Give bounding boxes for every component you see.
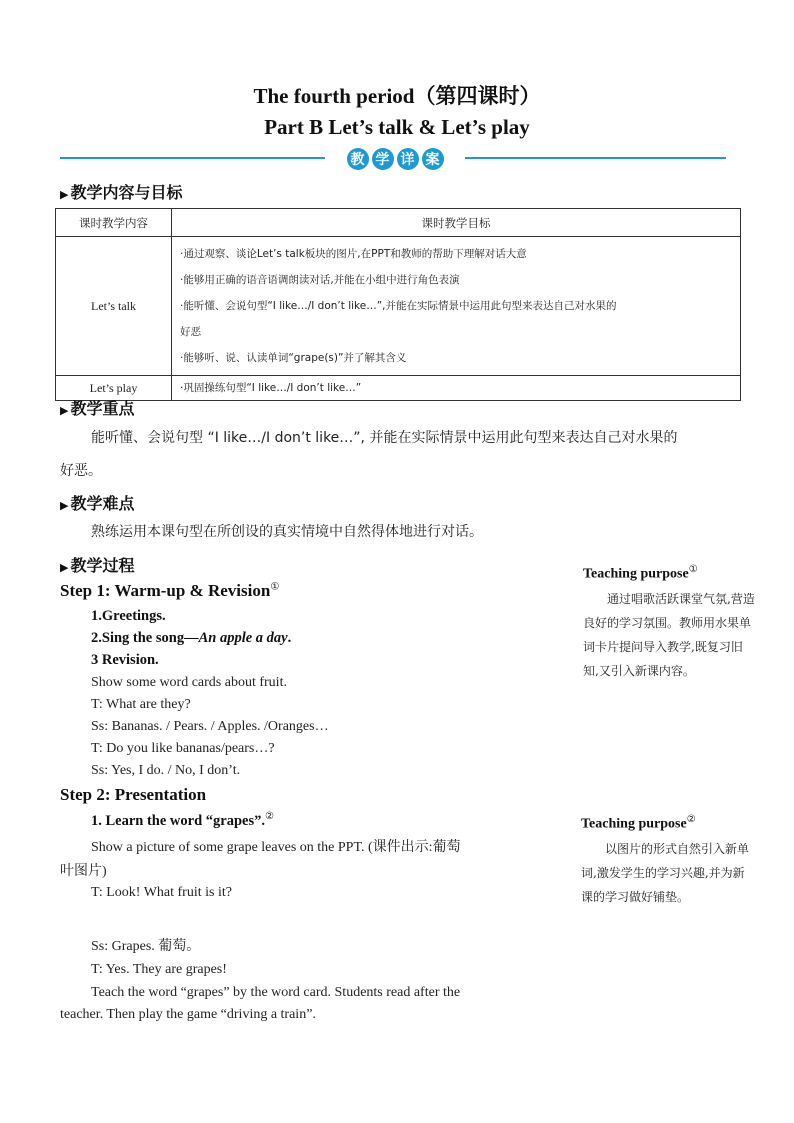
goal-item: 好恶 [180, 326, 201, 338]
table-cell-content: Let’s play [56, 376, 172, 401]
banner-char: 教 [347, 148, 369, 170]
table-row [56, 237, 741, 376]
teaching-purpose-title: Teaching purpose② [581, 814, 696, 832]
objectives-table [55, 208, 741, 401]
step2-look: T: Look! What fruit is it? [91, 885, 232, 900]
key-points-text-cont: 好恶。 [60, 463, 102, 479]
step2-learn: 1. Learn the word “grapes”.② [91, 811, 274, 829]
difficulties-text: 熟练运用本课句型在所创设的真实情境中自然得体地进行对话。 [91, 524, 483, 540]
page-title: The fourth period（第四课时） [253, 84, 541, 108]
table-header-row [56, 209, 741, 237]
teaching-purpose-text: 通过唱歌活跃课堂气氛,营造良好的学习氛围。教师用水果单词卡片提问导入教学,既复习旧知,又引入新课内容。 [583, 591, 755, 678]
table-row [56, 376, 741, 401]
goal-item: ·通过观察、谈论Let’s talk板块的图片,在PPT和教师的帮助下理解对话大意 [180, 248, 527, 260]
triangle-bullet-icon: ▶ [60, 404, 69, 417]
banner-char: 案 [422, 148, 444, 170]
step1-greetings: 1.Greetings. [91, 608, 166, 624]
teaching-purpose-note-2 [581, 814, 756, 909]
step1-line: T: What are they? [91, 697, 191, 712]
triangle-bullet-icon: ▶ [60, 561, 69, 574]
table-cell-goals [172, 376, 741, 401]
section-heading-objectives: ▶ 教学内容与目标 [60, 183, 183, 202]
footnote-mark: ① [270, 581, 280, 593]
teaching-purpose-note-1 [583, 564, 758, 683]
footnote-mark: ② [265, 811, 274, 822]
goal-item: ·能够听、说、认读单词“grape(s)”并了解其含义 [180, 352, 407, 364]
goal-item: ·能听懂、会说句型“I like…/I don’t like…”,并能在实际情景中运用此句型来表达自己对水果的 [180, 300, 617, 312]
step1-line: T: Do you like bananas/pears…? [91, 741, 275, 756]
step2-teach-line-cont: teacher. Then play the game “driving a train”. [60, 1007, 316, 1022]
step1-line: Show some word cards about fruit. [91, 675, 287, 690]
teaching-purpose-text: 以图片的形式自然引入新单词,激发学生的学习兴趣,并为新课的学习做好铺垫。 [581, 841, 750, 904]
section-heading-difficulties: ▶ 教学难点 [60, 494, 135, 513]
banner-char: 学 [372, 148, 394, 170]
table-header-content: 课时教学内容 [56, 209, 172, 237]
step2-show-line: Show a picture of some grape leaves on the PPT. (课件出示:葡萄 [91, 840, 461, 855]
step2-yes: T: Yes. They are grapes! [91, 962, 227, 977]
section-heading-process: ▶ 教学过程 [60, 556, 135, 575]
table-cell-goals [172, 237, 741, 376]
key-points-text: 能听懂、会说句型 “I like…/I don’t like…”, 并能在实际情景中运用此句型来表达自己对水果的 [91, 430, 678, 446]
triangle-bullet-icon: ▶ [60, 499, 69, 512]
section-heading-key-points: ▶ 教学重点 [60, 399, 135, 418]
step2-teach-line: Teach the word “grapes” by the word card. Students read after the [91, 985, 461, 1000]
step1-line: Ss: Bananas. / Pears. / Apples. /Oranges… [91, 719, 329, 734]
step1-revision: 3 Revision. [91, 652, 159, 668]
triangle-bullet-icon: ▶ [60, 188, 69, 201]
step1-title: Step 1: Warm-up & Revision① [60, 581, 280, 600]
goal-item: ·巩固操练句型“I like…/I don’t like…” [180, 382, 362, 394]
table-cell-content: Let’s talk [56, 237, 172, 376]
step1-line: Ss: Yes, I do. / No, I don’t. [91, 763, 241, 778]
step2-ss-grapes: Ss: Grapes. 葡萄。 [91, 939, 201, 954]
table-header-goals: 课时教学目标 [172, 209, 741, 237]
step2-title: Step 2: Presentation [60, 785, 207, 804]
step2-show-line-cont: 叶图片) [60, 864, 107, 879]
step1-sing: 2.Sing the song—An apple a day. [91, 630, 292, 646]
goal-item: ·能够用正确的语音语调朗读对话,并能在小组中进行角色表演 [180, 274, 460, 286]
page-subtitle: Part B Let’s talk & Let’s play [264, 115, 530, 139]
teaching-purpose-title: Teaching purpose① [583, 564, 698, 582]
banner-badge [325, 147, 465, 171]
banner-char: 详 [397, 148, 419, 170]
song-title: An apple a day [198, 630, 288, 646]
